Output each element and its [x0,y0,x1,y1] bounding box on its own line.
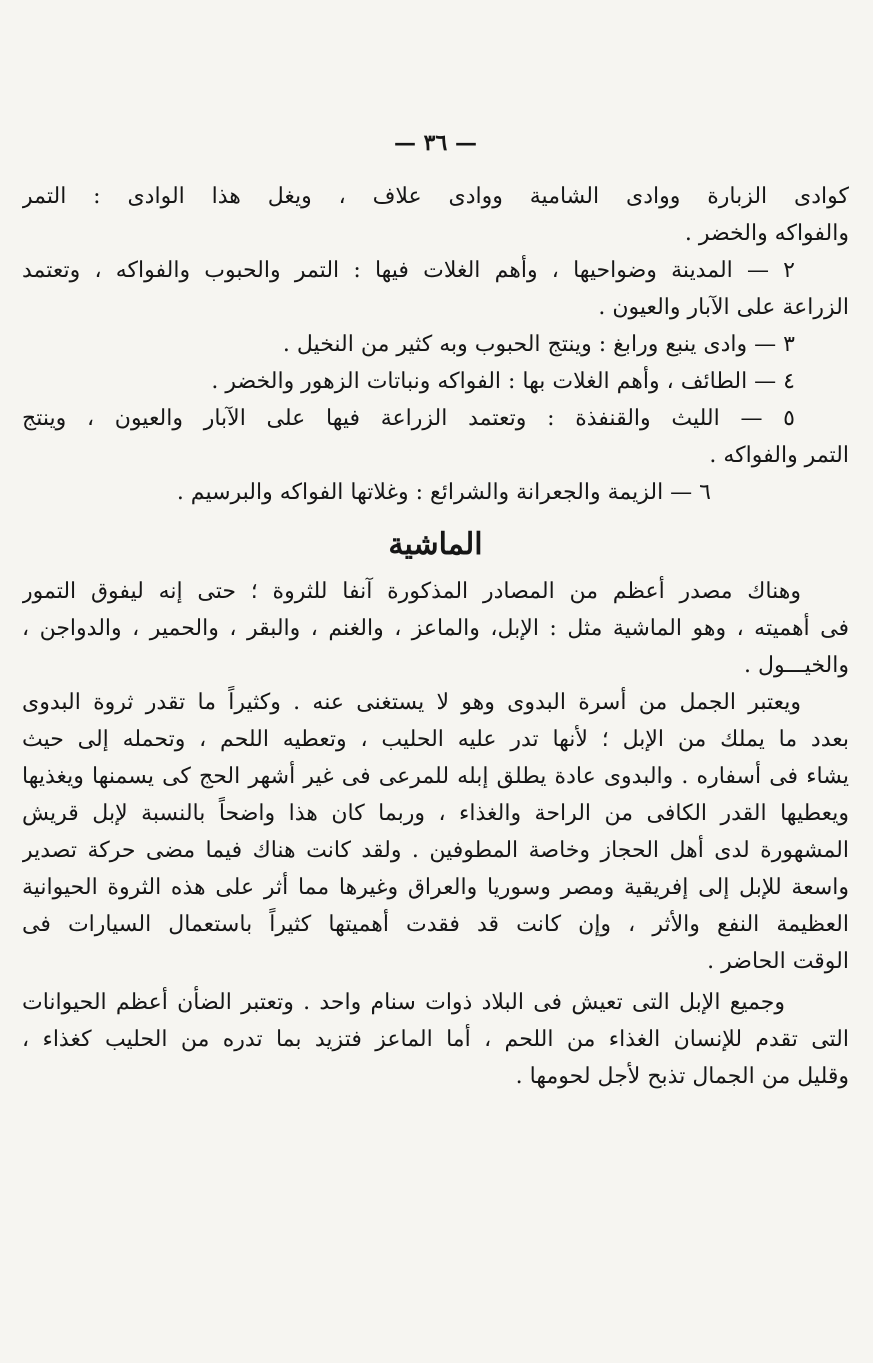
text-line: والفواكه والخضر . [684,221,849,246]
page-number: — ٣٦ — [394,130,477,156]
list-item: ٦ — الزيمة والجعرانة والشرائع : وغلاتها الفواكه والبرسيم . [176,480,711,505]
text-line: كوادى الزبارة ووادى الشامية ووادى علاف ، ويغل هذا الوادى : التمر [22,184,849,209]
text-line: الوقت الحاضر . [707,949,849,974]
text-line: التى تقدم للإنسان الغذاء من اللحم ، أما الماعز فتزيد بما تدره من الحليب كغذاء ، [22,1027,849,1052]
text-line: واسعة للإبل إلى إفريقية ومصر وسوريا والعراق وغيرها مما أثر على هذه الثروة الحيوانية [22,875,849,900]
paragraph [22,684,849,980]
text-line: العظيمة النفع والأثر ، وإن كانت قد فقدت أهميتها كثيراً باستعمال السيارات فى [22,912,849,937]
text-line: وهناك مصدر أعظم من المصادر المذكورة آنفا للثروة ؛ حتى إنه ليفوق التمور [22,579,801,604]
paragraph [22,984,849,1095]
list-item: ٥ — الليث والقنفذة : وتعتمد الزراعة فيها على الآبار والعيون ، وينتج [22,406,795,431]
text-line: وجميع الإبل التى تعيش فى البلاد ذوات سنام واحد . وتعتبر الضأن أعظم الحيوانات [22,990,786,1015]
text-line: ويعتبر الجمل من أسرة البدوى وهو لا يستغنى عنه . وكثيراً ما تقدر ثروة البدوى [22,690,801,715]
text-line: التمر والفواكه . [709,443,849,468]
paragraph [22,573,849,684]
text-line: فى أهميته ، وهو الماشية مثل : الإبل، والماعز ، والغنم ، والبقر ، والحمير ، والدواجن ، [22,616,849,641]
text-line: يشاء فى أسفاره . والبدوى عادة يطلق إبله للمرعى فى غير أشهر الحج كى يسمنها ويغذيها [22,764,849,789]
section-heading: الماشية [388,527,483,562]
text-line: والخيـــول . [744,653,849,678]
list-item: ٢ — المدينة وضواحيها ، وأهم الغلات فيها : التمر والحبوب والفواكه ، وتعتمد [22,258,795,283]
text-line: ويعطيها القدر الكافى من الراحة والغذاء ، وربما كان هذا واضحاً بالنسبة لإبل قريش [22,801,849,826]
text-line: وقليل من الجمال تذبح لأجل لحومها . [515,1064,849,1089]
text-line: المشهورة لدى أهل الحجاز وخاصة المطوفين . ولقد كانت هناك فيما مضى حركة تصدير [22,838,849,863]
text-line: الزراعة على الآبار والعيون . [598,295,849,320]
crops-list [22,178,849,511]
list-item: ٣ — وادى ينبع ورابغ : وينتج الحبوب وبه كثير من النخيل . [282,332,795,357]
text-line: بعدد ما يملك من الإبل ؛ لأنها تدر عليه الحليب ، وتعطيه اللحم ، وتحمله إلى حيث [22,727,849,752]
list-item: ٤ — الطائف ، وأهم الغلات بها : الفواكه ونباتات الزهور والخضر . [211,369,795,394]
